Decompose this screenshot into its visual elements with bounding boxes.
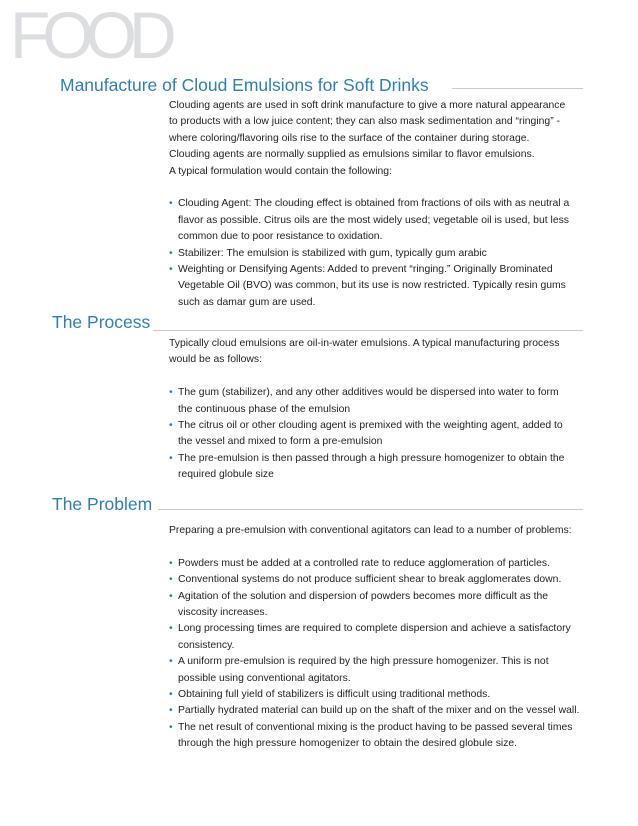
bullet-icon: • (169, 264, 173, 276)
bullet-icon: • (169, 452, 173, 464)
list-item (169, 262, 589, 311)
paragraph-line: A typical formulation would contain the following: (169, 165, 392, 177)
paragraph-line: where coloring/flavoring oils rise to the surface of the container during storage. (169, 132, 530, 144)
list-item (169, 621, 589, 654)
list-item (169, 720, 589, 753)
bullet-icon: • (169, 721, 173, 733)
problem-rule (158, 509, 583, 510)
list-item (169, 572, 589, 588)
list-item-line: the continuous phase of the emulsion (178, 403, 351, 415)
list-item (169, 687, 589, 703)
list-item-line: the vessel and mixed to form a pre-emulsion (178, 436, 383, 448)
list-item-line: flavor as possible. Citrus oils are the most widely used; vegetable oil is used, but less (178, 214, 569, 226)
paragraph-line: would be as follows: (169, 354, 262, 366)
list-item-line: The gum (stabilizer), and any other additives would be dispersed into water to form (178, 387, 559, 399)
page-title: Manufacture of Cloud Emulsions for Soft Drinks (60, 75, 429, 95)
list-item-line: A uniform pre-emulsion is required by the high pressure homogenizer. This is not (178, 656, 549, 668)
list-item (169, 246, 589, 262)
bullet-icon: • (169, 387, 173, 399)
bullet-icon: • (169, 247, 173, 259)
paragraph-line: Clouding agents are normally supplied as emulsions similar to flavor emulsions. (169, 149, 535, 161)
list-item (169, 654, 589, 687)
process-bullet-list (169, 385, 589, 483)
list-item-line: common due to poor resistance to oxidation. (178, 231, 383, 243)
bullet-icon: • (169, 557, 173, 569)
list-item (169, 451, 589, 484)
list-item-line: The citrus oil or other clouding agent is premixed with the weighting agent, added to (178, 420, 563, 432)
bullet-icon: • (169, 198, 173, 210)
list-item (169, 418, 589, 451)
problem-section (169, 523, 589, 753)
bullet-icon: • (169, 590, 173, 602)
intro-bullet-list (169, 196, 589, 311)
list-item-line: required globule size (178, 469, 274, 481)
intro-section (169, 98, 589, 311)
list-item-line: Obtaining full yield of stabilizers is difficult using traditional methods. (178, 689, 491, 701)
list-item-line: consistency. (178, 639, 235, 651)
paragraph-line: Typically cloud emulsions are oil-in-water emulsions. A typical manufacturing process (169, 338, 560, 349)
bullet-icon: • (169, 623, 173, 635)
process-section (169, 336, 589, 484)
list-item-line: through the high pressure homogenizer to obtain the desired globule size. (178, 738, 518, 750)
list-item-line: such as damar gum are used. (178, 296, 316, 308)
food-watermark: FOOD (10, 0, 169, 72)
list-item-line: Clouding Agent: The clouding effect is obtained from fractions of oils with as neutral a (178, 198, 570, 210)
bullet-icon: • (169, 656, 173, 668)
list-item-line: Long processing times are required to complete dispersion and achieve a satisfactory (178, 623, 571, 635)
paragraph-line: Preparing a pre-emulsion with conventional agitators can lead to a number of problems: (169, 525, 572, 536)
bullet-icon: • (169, 689, 173, 701)
list-item-line: The net result of conventional mixing is the product having to be passed several times (178, 721, 573, 733)
problem-paragraph (169, 523, 589, 539)
problem-bullet-list (169, 556, 589, 753)
list-item-line: Agitation of the solution and dispersion of powders becomes more difficult as the (178, 590, 549, 602)
process-paragraph (169, 336, 589, 369)
list-item-line: viscosity increases. (178, 607, 268, 619)
list-item-line: possible using conventional agitators. (178, 672, 351, 684)
process-heading: The Process (52, 312, 151, 332)
list-item (169, 703, 589, 719)
intro-paragraph (169, 98, 589, 180)
list-item-line: Conventional systems do not produce sufficient shear to break agglomerates down. (178, 574, 562, 586)
list-item-line: Powders must be added at a controlled rate to reduce agglomeration of particles. (178, 557, 550, 569)
bullet-icon: • (169, 574, 173, 586)
list-item (169, 556, 589, 572)
bullet-icon: • (169, 705, 173, 717)
bullet-icon: • (169, 420, 173, 432)
list-item (169, 385, 589, 418)
list-item-line: Weighting or Densifying Agents: Added to prevent “ringing.” Originally Brominated (178, 264, 553, 276)
title-rule (452, 88, 583, 89)
list-item-line: The pre-emulsion is then passed through a high pressure homogenizer to obtain the (178, 452, 565, 464)
list-item (169, 196, 589, 245)
process-rule (153, 330, 583, 331)
list-item-line: Vegetable Oil (BVO) was common, but its use is now restricted. Typically resin gums (178, 280, 566, 292)
list-item-line: Stabilizer: The emulsion is stabilized with gum, typically gum arabic (178, 247, 487, 259)
paragraph-line: to products with a low juice content; they can also mask sedimentation and “ringing” - (169, 116, 561, 128)
problem-heading: The Problem (52, 494, 153, 514)
list-item (169, 589, 589, 622)
paragraph-line: Clouding agents are used in soft drink manufacture to give a more natural appearance (169, 100, 566, 111)
list-item-line: Partially hydrated material can build up on the shaft of the mixer and on the vessel wall. (178, 705, 580, 717)
